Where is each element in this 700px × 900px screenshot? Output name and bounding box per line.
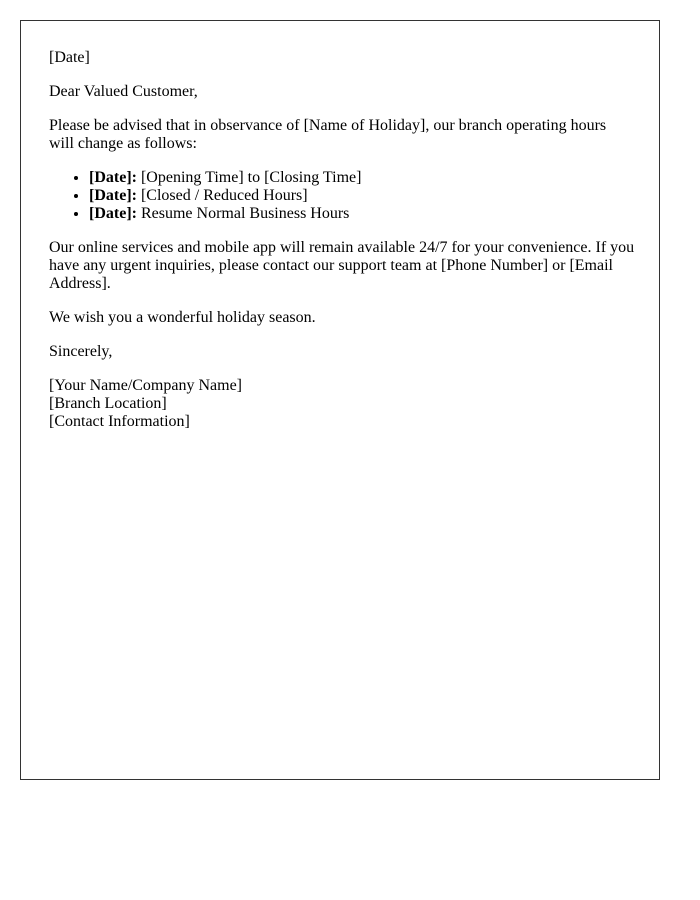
salutation: Dear Valued Customer, (49, 83, 198, 100)
list-item (89, 169, 635, 187)
schedule-detail: [Opening Time] to [Closing Time] (140, 169, 362, 186)
letter-body (49, 49, 635, 447)
letter-frame (20, 20, 660, 780)
signature-block (49, 377, 635, 431)
letter-date: [Date] (49, 49, 90, 66)
intro-paragraph: Please be advised that in observance of [Name of Holiday], our branch operating hours will change as follows: (49, 117, 607, 152)
schedule-detail: Resume Normal Business Hours (140, 205, 350, 222)
wishes-paragraph: We wish you a wonderful holiday season. (49, 309, 316, 326)
list-item (89, 205, 635, 223)
signature-name: [Your Name/Company Name] (49, 377, 243, 394)
closing: Sincerely, (49, 343, 113, 360)
schedule-date: [Date]: (89, 187, 137, 204)
list-item (89, 187, 635, 205)
holiday-hours-list (49, 169, 635, 223)
services-paragraph: Our online services and mobile app will remain available 24/7 for your convenience. If you have any urgent inquiries, please contact our support team at [Phone Number] or [Email Address]. (49, 239, 635, 292)
schedule-detail: [Closed / Reduced Hours] (140, 187, 308, 204)
signature-location: [Branch Location] (49, 395, 167, 412)
signature-contact: [Contact Information] (49, 413, 190, 430)
schedule-date: [Date]: (89, 169, 137, 186)
schedule-date: [Date]: (89, 205, 137, 222)
